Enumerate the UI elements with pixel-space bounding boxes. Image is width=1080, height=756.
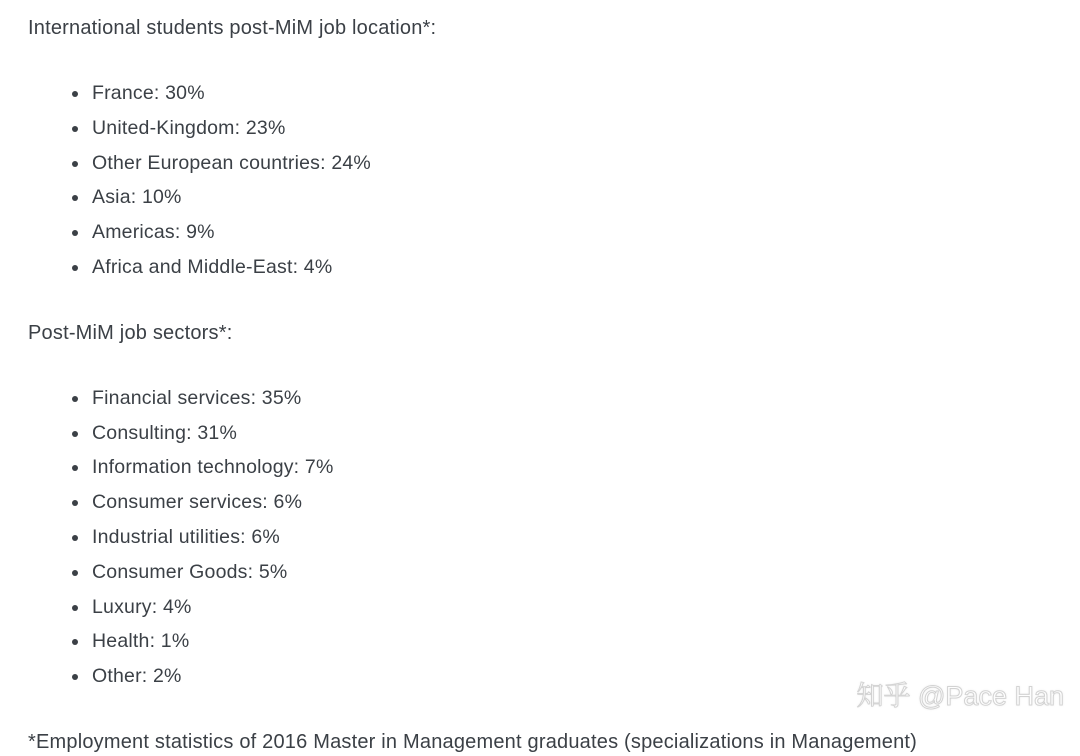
list-item: • Consumer services: 6% (90, 485, 1052, 520)
section-job-location (28, 14, 1052, 285)
list-item: • Consulting: 31% (90, 416, 1052, 451)
list-item: • Asia: 10% (90, 180, 1052, 215)
job-sectors-heading: Post-MiM job sectors*: (28, 321, 233, 344)
job-location-list (28, 76, 1052, 285)
list-item: • Other: 2% (90, 659, 1052, 694)
list-item: • Consumer Goods: 5% (90, 555, 1052, 590)
job-sectors-list (28, 381, 1052, 694)
list-item: • United-Kingdom: 23% (90, 111, 1052, 146)
footnote: *Employment statistics of 2016 Master in Management graduates (specializations in Management) (28, 730, 918, 753)
zhihu-watermark: 知乎 @Pace Han (856, 681, 1064, 711)
section-job-sectors (28, 319, 1052, 694)
list-item: • France: 30% (90, 76, 1052, 111)
list-item: • Information technology: 7% (90, 450, 1052, 485)
list-item: • Africa and Middle-East: 4% (90, 250, 1052, 285)
list-item: • Industrial utilities: 6% (90, 520, 1052, 555)
list-item: • Americas: 9% (90, 215, 1052, 250)
list-item: • Health: 1% (90, 624, 1052, 659)
list-item: • Financial services: 35% (90, 381, 1052, 416)
job-location-heading: International students post-MiM job location*: (28, 17, 437, 39)
list-item: • Other European countries: 24% (90, 146, 1052, 181)
list-item: • Luxury: 4% (90, 590, 1052, 625)
